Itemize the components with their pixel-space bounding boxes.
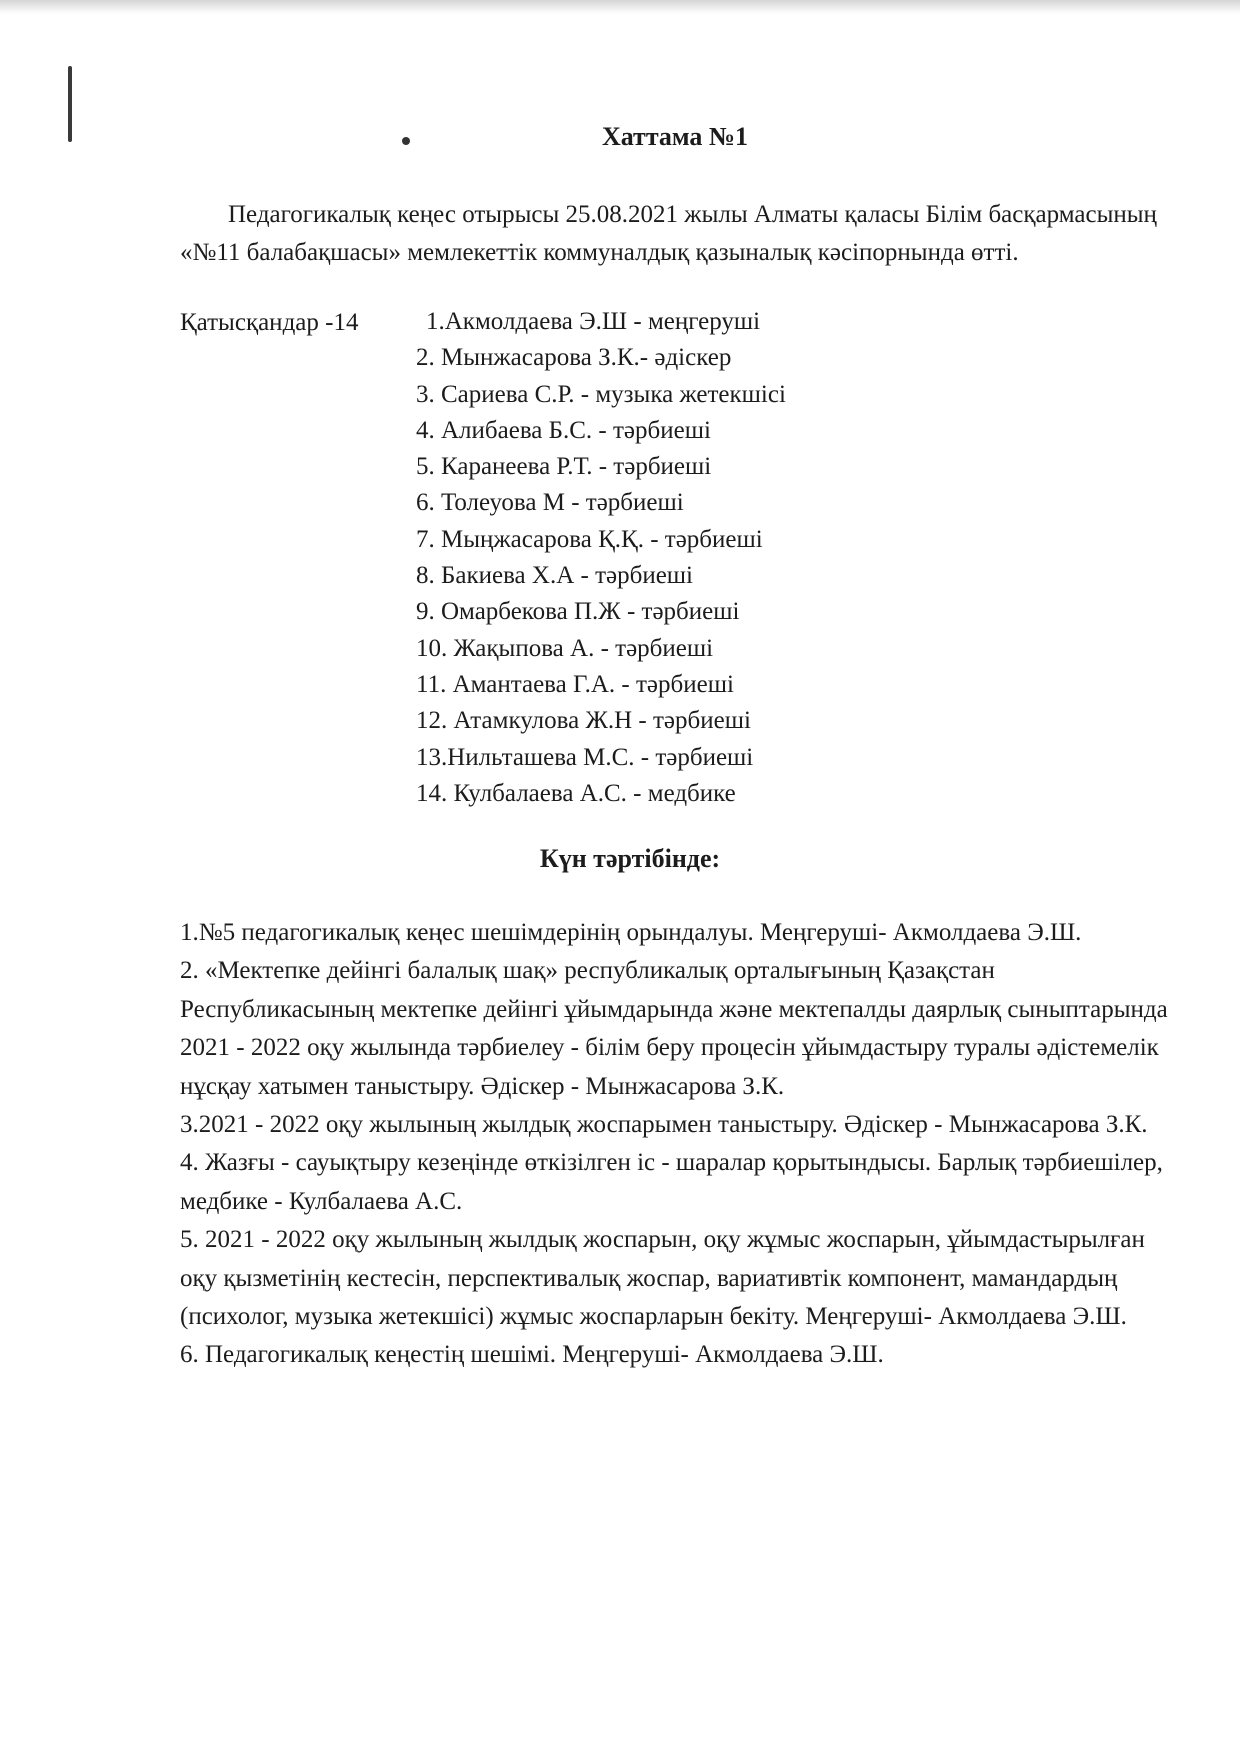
participant-item: 2. Мынжасарова З.К.- әдіскер bbox=[416, 344, 732, 372]
agenda-item: 5. 2021 - 2022 оқу жылының жылдық жоспарын, оқу жұмыс жоспарын, ұйымдастырылған оқу қызметінің кестесін, перспективалық жоспар, вариативтік компонент, мамандардың (психолог, музыка жетекшісі) жұмыс жоспарларын бекіту. Меңгеруші- Акмолдаева Э.Ш. bbox=[180, 1226, 1145, 1331]
agenda-item: 4. Жазғы - сауықтыру кезеңінде өткізілген іс - шаралар қорытындысы. Барлық тәрбиешілер, медбике - Кулбалаева А.С. bbox=[180, 1149, 1163, 1215]
participant-item: 1.Акмолдаева Э.Ш - меңгеруші bbox=[426, 308, 761, 335]
agenda-heading: Күн тәртібінде: bbox=[539, 844, 721, 873]
participants-list bbox=[416, 304, 786, 812]
participant-item: 14. Кулбалаева А.С. - медбике bbox=[416, 779, 736, 807]
intro-text: Педагогикалық кеңес отырысы 25.08.2021 жылы Алматы қаласы Білім басқармасының «№11 балабақшасы» мемлекеттік коммуналдық қазыналық кәсіпорнында өтті. bbox=[180, 201, 1157, 266]
agenda-item: 6. Педагогикалық кеңестің шешімі. Меңгеруші- Акмолдаева Э.Ш. bbox=[180, 1341, 884, 1369]
participant-item: 3. Сариева С.Р. - музыка жетекшісі bbox=[416, 380, 786, 408]
participant-item: 12. Атамкулова Ж.Н - тәрбиеші bbox=[416, 707, 751, 735]
participant-item: 6. Толеуова М - тәрбиеші bbox=[416, 489, 684, 517]
participant-item: 13.Нильташева М.С. - тәрбиеші bbox=[416, 743, 754, 771]
participant-item: 5. Каранеева Р.Т. - тәрбиеші bbox=[416, 453, 712, 481]
scan-top-edge bbox=[0, 0, 1240, 14]
agenda-item: 3.2021 - 2022 оқу жылының жылдық жоспарымен таныстыру. Әдіскер - Мынжасарова З.К. bbox=[180, 1111, 1148, 1139]
participant-item: 8. Бакиева Х.А - тәрбиеші bbox=[416, 562, 693, 590]
participant-item: 4. Алибаева Б.С. - тәрбиеші bbox=[416, 416, 711, 444]
participant-item: 11. Амантаева Г.А. - тәрбиеші bbox=[416, 670, 734, 698]
document-title: Хаттама №1 bbox=[601, 122, 749, 151]
participant-item: 10. Жақыпова А. - тәрбиеші bbox=[416, 634, 714, 662]
intro-paragraph bbox=[180, 196, 1160, 272]
participants-label: Қатысқандар -14 bbox=[180, 309, 359, 336]
agenda-item: 2. «Мектепке дейінгі балалық шақ» республикалық орталығының Қазақстан Республикасының мектепке дейінгі ұйымдарында және мектепалды даярлық сыныптарында 2021 - 2022 оқу жылында тәрбиелеу - білім беру процесін ұйымдастыру туралы әдістемелік нұсқау хатымен таныстыру. Әдіскер - Мынжасарова З.К. bbox=[180, 957, 1168, 1100]
participant-item: 7. Мыңжасарова Қ.Қ. - тәрбиеші bbox=[416, 525, 763, 553]
agenda-item: 1.№5 педагогикалық кеңес шешімдерінің орындалуы. Меңгеруші- Акмолдаева Э.Ш. bbox=[180, 919, 1082, 946]
agenda-list bbox=[180, 914, 1170, 1375]
participant-item: 9. Омарбекова П.Ж - тәрбиеші bbox=[416, 598, 740, 626]
